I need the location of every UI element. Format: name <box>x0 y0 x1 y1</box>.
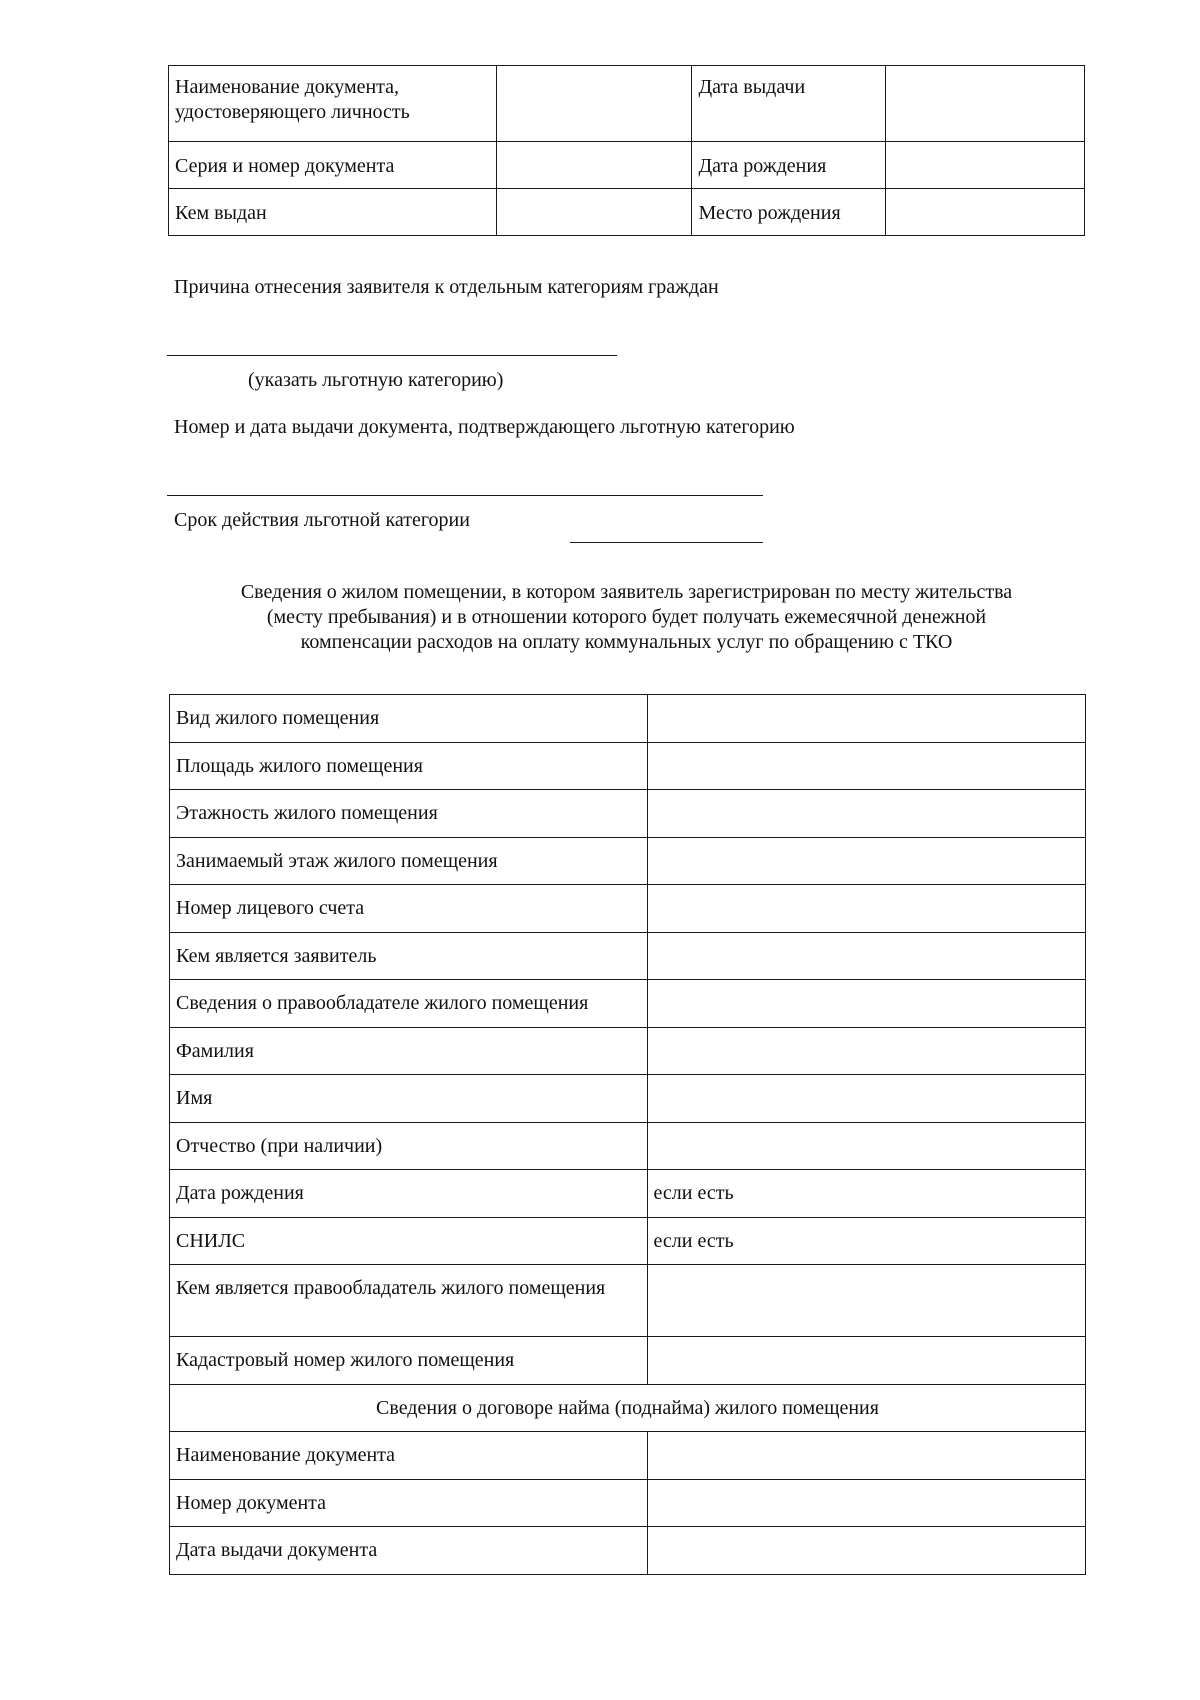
issued-by-field[interactable] <box>496 189 692 236</box>
account-number-field[interactable] <box>647 885 1085 933</box>
table-row <box>170 1479 1086 1527</box>
dwelling-type-label: Вид жилого помещения <box>170 695 648 743</box>
dwelling-area-field[interactable] <box>647 742 1085 790</box>
account-number-label: Номер лицевого счета <box>170 885 648 933</box>
birth-date-field[interactable] <box>886 142 1085 189</box>
table-row <box>170 1075 1086 1123</box>
issued-by-label: Кем выдан <box>169 189 497 236</box>
dwelling-heading-line: Сведения о жилом помещении, в котором заявитель зарегистрирован по месту жительства <box>240 581 1013 603</box>
table-row <box>170 790 1086 838</box>
owner-info-label: Сведения о правообладателе жилого помещения <box>170 980 648 1028</box>
table-row <box>170 1337 1086 1385</box>
table-row <box>170 742 1086 790</box>
id-doc-name-label: Наименование документа, удостоверяющего личность <box>169 66 497 142</box>
snils-label: СНИЛС <box>170 1217 648 1265</box>
dwelling-floor-field[interactable] <box>647 837 1085 885</box>
table-row <box>169 142 1085 189</box>
table-row <box>170 1170 1086 1218</box>
table-row <box>169 66 1085 142</box>
dwelling-heading <box>168 580 1085 655</box>
contract-doc-date-field[interactable] <box>647 1527 1085 1575</box>
patronymic-label: Отчество (при наличии) <box>170 1122 648 1170</box>
dwelling-floors-label: Этажность жилого помещения <box>170 790 648 838</box>
table-row <box>170 1027 1086 1075</box>
owner-birth-date-field[interactable]: если есть <box>647 1170 1085 1218</box>
birth-date-label: Дата рождения <box>692 142 886 189</box>
id-doc-name-field[interactable] <box>496 66 692 142</box>
birth-place-label: Место рождения <box>692 189 886 236</box>
category-term-line[interactable] <box>570 542 763 543</box>
owner-role-field[interactable] <box>647 1265 1085 1337</box>
contract-doc-number-label: Номер документа <box>170 1479 648 1527</box>
first-name-label: Имя <box>170 1075 648 1123</box>
dwelling-area-label: Площадь жилого помещения <box>170 742 648 790</box>
patronymic-field[interactable] <box>647 1122 1085 1170</box>
owner-info-field[interactable] <box>647 980 1085 1028</box>
series-number-field[interactable] <box>496 142 692 189</box>
surname-field[interactable] <box>647 1027 1085 1075</box>
category-hint: (указать льготную категорию) <box>248 369 504 391</box>
contract-doc-name-field[interactable] <box>647 1432 1085 1480</box>
table-row <box>170 1527 1086 1575</box>
contract-doc-date-label: Дата выдачи документа <box>170 1527 648 1575</box>
dwelling-floor-label: Занимаемый этаж жилого помещения <box>170 837 648 885</box>
table-row <box>169 189 1085 236</box>
contract-doc-number-field[interactable] <box>647 1479 1085 1527</box>
category-term-label: Срок действия льготной категории <box>174 509 470 531</box>
first-name-field[interactable] <box>647 1075 1085 1123</box>
cadastral-number-field[interactable] <box>647 1337 1085 1385</box>
table-row <box>170 695 1086 743</box>
owner-role-label: Кем является правообладатель жилого помещения <box>170 1265 648 1337</box>
table-row <box>170 1265 1086 1337</box>
table-row <box>170 1384 1086 1432</box>
dwelling-heading-line: (месту пребывания) и в отношении которого будет получать ежемесячной денежной <box>266 606 987 628</box>
category-doc-label: Номер и дата выдачи документа, подтверждающего льготную категорию <box>174 416 795 438</box>
dwelling-floors-field[interactable] <box>647 790 1085 838</box>
table-row <box>170 932 1086 980</box>
category-reason-line[interactable] <box>167 355 617 356</box>
table-row <box>170 1217 1086 1265</box>
issue-date-field[interactable] <box>886 66 1085 142</box>
dwelling-table <box>169 694 1086 1575</box>
issue-date-label: Дата выдачи <box>692 66 886 142</box>
category-doc-line[interactable] <box>167 495 763 496</box>
table-row <box>170 1122 1086 1170</box>
dwelling-heading-line: компенсации расходов на оплату коммунальных услуг по обращению с ТКО <box>300 631 953 653</box>
surname-label: Фамилия <box>170 1027 648 1075</box>
table-row <box>170 837 1086 885</box>
category-reason-label: Причина отнесения заявителя к отдельным категориям граждан <box>174 276 719 298</box>
cadastral-number-label: Кадастровый номер жилого помещения <box>170 1337 648 1385</box>
series-number-label: Серия и номер документа <box>169 142 497 189</box>
applicant-role-label: Кем является заявитель <box>170 932 648 980</box>
applicant-role-field[interactable] <box>647 932 1085 980</box>
identity-document-table <box>168 65 1085 236</box>
table-row <box>170 1432 1086 1480</box>
contract-subheader: Сведения о договоре найма (поднайма) жилого помещения <box>170 1384 1086 1432</box>
dwelling-type-field[interactable] <box>647 695 1085 743</box>
contract-doc-name-label: Наименование документа <box>170 1432 648 1480</box>
table-row <box>170 885 1086 933</box>
owner-birth-date-label: Дата рождения <box>170 1170 648 1218</box>
snils-field[interactable]: если есть <box>647 1217 1085 1265</box>
birth-place-field[interactable] <box>886 189 1085 236</box>
table-row <box>170 980 1086 1028</box>
